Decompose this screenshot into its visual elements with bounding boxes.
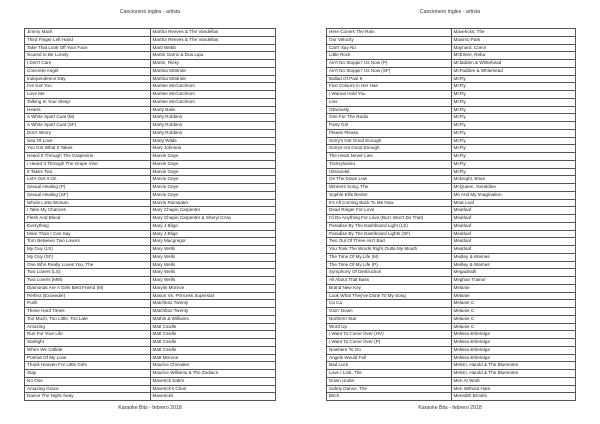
table-row xyxy=(327,29,576,37)
page-header: Cancionero ingles - artista xyxy=(419,9,481,15)
song-title-cell: I Want To Come Over (P) xyxy=(327,339,452,347)
artist-cell: Meatloaf xyxy=(451,222,576,230)
table-row xyxy=(327,36,576,44)
song-title-cell: Jimmy Mack xyxy=(25,29,151,37)
artist-cell: Mary J Blige xyxy=(150,222,276,230)
song-title-cell: Sophie Ellis Bexter xyxy=(327,191,452,199)
song-title-cell: Here Comes The Rain xyxy=(327,29,452,37)
song-title-cell: I Take My Chances xyxy=(25,207,151,215)
table-row xyxy=(327,137,576,145)
table-row xyxy=(25,385,276,393)
song-title-cell: Winners Song, The xyxy=(327,184,452,192)
artist-cell: Melanie xyxy=(451,284,576,292)
artist-cell: Mary Wells xyxy=(150,253,276,261)
artist-cell: Martine McCutcheon xyxy=(150,98,276,106)
artist-cell: Marvin Gaye xyxy=(150,153,276,161)
song-title-cell: Concrete Angel xyxy=(25,67,151,75)
artist-cell: Maverick Sabre xyxy=(150,377,276,385)
song-title-cell: I've Got You xyxy=(25,83,151,91)
song-title-cell: Perfect (Exceeder) xyxy=(25,292,151,300)
song-title-cell: Paradise By The Dashboard Light (LS) xyxy=(327,222,452,230)
song-title-cell: It Takes Two xyxy=(25,168,151,176)
song-title-cell: One Who Really Loves You, The xyxy=(25,261,151,269)
song-title-cell: Run For Your Life xyxy=(25,331,151,339)
table-row xyxy=(25,168,276,176)
table-row xyxy=(25,44,276,52)
artist-cell: Maurice Chevalier xyxy=(150,362,276,370)
song-title-cell: The Time Of My Life (M) xyxy=(327,253,452,261)
table-row xyxy=(25,176,276,184)
table-row xyxy=(25,52,276,60)
table-row xyxy=(25,67,276,75)
song-title-cell: Angels Would Fall xyxy=(327,354,452,362)
song-title-cell: Sexual Healing (P) xyxy=(25,184,151,192)
artist-cell: McFly xyxy=(451,106,576,114)
table-row xyxy=(25,323,276,331)
artist-cell: Marvin Gaye xyxy=(150,184,276,192)
artist-cell: Matchbox Twenty xyxy=(150,300,276,308)
song-title-cell: Talking In Your Sleep xyxy=(25,98,151,106)
song-title-cell: Third Finger Left Hand xyxy=(25,36,151,44)
table-row xyxy=(25,36,276,44)
table-row xyxy=(25,199,276,207)
artist-cell: McFly xyxy=(451,129,576,137)
artist-cell: Men Without Hats xyxy=(451,385,576,393)
song-title-cell: Sorry's Not Good Enough xyxy=(327,137,452,145)
song-title-cell: A White Sport Coat (M) xyxy=(25,114,151,122)
song-title-cell: Symphony Of Destruction xyxy=(327,269,452,277)
table-row xyxy=(327,323,576,331)
artist-cell: Martin, Ricky xyxy=(150,60,276,68)
song-title-cell: Paradise By The Dashboard Lights (SF) xyxy=(327,230,452,238)
song-title-cell: Look What They've Done To My Song xyxy=(327,292,452,300)
artist-cell: Martina McBride xyxy=(150,75,276,83)
artist-cell: Martina McBride xyxy=(150,67,276,75)
song-title-cell: Two Lovers (LS) xyxy=(25,269,151,277)
table-row xyxy=(25,129,276,137)
artist-cell: Marty Robbins xyxy=(150,114,276,122)
artist-cell: Mary J Blige xyxy=(150,230,276,238)
table-row xyxy=(327,315,576,323)
table-row xyxy=(327,60,576,68)
artist-cell: Mavericks, The xyxy=(451,29,576,37)
table-row xyxy=(25,346,276,354)
song-title-cell: My Guy (SF) xyxy=(25,253,151,261)
song-title-cell: Starlight xyxy=(25,339,151,347)
table-row xyxy=(327,67,576,75)
artist-cell: McFly xyxy=(451,91,576,99)
table-row xyxy=(327,106,576,114)
artist-cell: Matt Monroe xyxy=(150,354,276,362)
table-row xyxy=(25,145,276,153)
table-row xyxy=(25,222,276,230)
artist-cell: McFly xyxy=(451,153,576,161)
table-row xyxy=(327,145,576,153)
artist-cell: Maurice Williams & The Zodiacs xyxy=(150,370,276,378)
table-row xyxy=(25,238,276,246)
song-title-cell: I Wanna Hold You xyxy=(327,91,452,99)
table-row xyxy=(327,246,576,254)
song-title-cell: Little Rock xyxy=(327,52,452,60)
table-row xyxy=(327,191,576,199)
artist-cell: McFly xyxy=(451,98,576,106)
table-row xyxy=(25,137,276,145)
song-title-cell: Our Velocity xyxy=(327,36,452,44)
page-footer: Karaoke Bits - febrero 2018 xyxy=(118,405,182,411)
song-title-cell: Let's Get It On xyxy=(25,176,151,184)
table-row xyxy=(327,52,576,60)
artist-cell: Marti Webb xyxy=(150,44,276,52)
song-title-cell: Safety Dance, The xyxy=(327,385,452,393)
artist-cell: Mary Macgregor xyxy=(150,238,276,246)
table-row xyxy=(25,91,276,99)
table-row xyxy=(327,176,576,184)
artist-cell: Mathis & Williams xyxy=(150,315,276,323)
table-row xyxy=(327,377,576,385)
song-title-cell: All About That Bass xyxy=(327,277,452,285)
song-title-cell: Dance The Night Away xyxy=(25,393,151,401)
table-row xyxy=(25,160,276,168)
table-row xyxy=(327,83,576,91)
artist-cell: Mason Vs. Princess Superstar xyxy=(150,292,276,300)
table-row xyxy=(327,129,576,137)
artist-cell: Marty Robbins xyxy=(150,122,276,130)
artist-cell: Melanie C xyxy=(451,323,576,331)
artist-cell: Mary Wells xyxy=(150,261,276,269)
song-title-cell: Can't Say No xyxy=(327,44,452,52)
song-title-cell: Portrait Of My Love xyxy=(25,354,151,362)
artist-cell: McEntire, Reba xyxy=(451,52,576,60)
artist-cell: Medley & Warnes xyxy=(451,261,576,269)
artist-cell: Marvin Gaye xyxy=(150,160,276,168)
song-title-cell: Stay xyxy=(25,370,151,378)
artist-cell: Maynard, Conor xyxy=(451,44,576,52)
artist-cell: Mary Chapin Carpenter & Sheryl Crow xyxy=(150,215,276,223)
table-row xyxy=(327,75,576,83)
table-row xyxy=(327,184,576,192)
song-title-cell: Ballad Of Paul K xyxy=(327,75,452,83)
song-title-cell: Ain't No Stoppin' Us Now (P) xyxy=(327,60,452,68)
song-title-cell: Torn Between Two Lovers xyxy=(25,238,151,246)
table-row xyxy=(25,246,276,254)
table-row xyxy=(327,331,576,339)
artist-cell: Mcfadden & Whitehead xyxy=(451,60,576,68)
table-row xyxy=(327,230,576,238)
artist-cell: Meatloaf xyxy=(451,215,576,223)
table-row xyxy=(25,60,276,68)
artist-cell: McFly xyxy=(451,145,576,153)
table-row xyxy=(25,153,276,161)
song-title-cell: Five Colours in Her Hair xyxy=(327,83,452,91)
artist-cell: Melvin, Harold & The Bluenotes xyxy=(451,370,576,378)
table-row xyxy=(327,277,576,285)
artist-cell: Marvin Rainwater xyxy=(150,199,276,207)
artist-cell: Mary Wells xyxy=(150,277,276,285)
artist-cell: Melanie xyxy=(451,292,576,300)
table-row xyxy=(25,308,276,316)
table-row xyxy=(327,168,576,176)
table-row xyxy=(327,284,576,292)
song-title-cell: Scared to Be Lonely xyxy=(25,52,151,60)
artist-cell: Matt Cardle xyxy=(150,339,276,347)
artist-cell: Marvin Gaye xyxy=(150,191,276,199)
table-row xyxy=(327,199,576,207)
artist-cell: McFly xyxy=(451,137,576,145)
table-row xyxy=(25,83,276,91)
artist-cell: Men At Work xyxy=(451,377,576,385)
artist-cell: McFly xyxy=(451,168,576,176)
artist-cell: Megadeath xyxy=(451,269,576,277)
table-row xyxy=(25,114,276,122)
artist-cell: Marty Robbins xyxy=(150,129,276,137)
song-title-cell: Please Please xyxy=(327,129,452,137)
table-row xyxy=(25,377,276,385)
artist-cell: Mary Wells xyxy=(150,269,276,277)
table-row xyxy=(25,106,276,114)
artist-cell: Mary Chapin Carpenter xyxy=(150,207,276,215)
song-title-cell: You Took The Words Right Outta My Mouth xyxy=(327,246,452,254)
table-row xyxy=(25,331,276,339)
song-title-cell: When We Collide xyxy=(25,346,151,354)
song-title-cell: Two Lovers (MM) xyxy=(25,277,151,285)
table-row xyxy=(327,222,576,230)
song-title-cell: Lies xyxy=(327,98,452,106)
song-title-cell: One For The Radio xyxy=(327,114,452,122)
song-title-cell: It's All Coming Back To Me Now xyxy=(327,199,452,207)
song-title-cell: Hearts xyxy=(25,106,151,114)
artist-cell: Marvin Gaye xyxy=(150,176,276,184)
song-title-cell: Word Up xyxy=(327,323,452,331)
artist-cell: Martha Reeves & The Vandellas xyxy=(150,36,276,44)
song-title-cell: Too Much, Too Little, Too Late xyxy=(25,315,151,323)
table-row xyxy=(25,253,276,261)
table-row xyxy=(25,122,276,130)
artist-cell: Melanie C xyxy=(451,315,576,323)
table-row xyxy=(25,300,276,308)
song-title-cell: Ca Ca xyxy=(327,300,452,308)
song-title-cell: Amazing xyxy=(25,323,151,331)
table-row xyxy=(327,122,576,130)
artist-cell: Melissa Etheridge xyxy=(451,354,576,362)
table-row xyxy=(25,269,276,277)
song-title-cell: I Don't Care xyxy=(25,60,151,68)
song-title-cell: Obviously xyxy=(327,106,452,114)
artist-cell: Melissa Etheridge xyxy=(451,331,576,339)
song-title-cell: I Want To Come Over (HV) xyxy=(327,331,452,339)
song-title-cell: A White Sport Coat (SF) xyxy=(25,122,151,130)
song-table xyxy=(326,28,576,401)
song-title-cell: Amazing Grace xyxy=(25,385,151,393)
song-title-cell: The Time Of My Life (P) xyxy=(327,261,452,269)
song-title-cell: Brand New Key xyxy=(327,284,452,292)
table-row xyxy=(25,277,276,285)
table-row xyxy=(25,191,276,199)
table-row xyxy=(327,253,576,261)
artist-cell: Matt Cardle xyxy=(150,346,276,354)
song-title-cell: Flesh And Blood xyxy=(25,215,151,223)
right-page xyxy=(300,0,600,424)
artist-cell: McFly xyxy=(451,160,576,168)
song-title-cell: The Heart Never Lies xyxy=(327,153,452,161)
song-title-cell: You Got What It Takes xyxy=(25,145,151,153)
song-title-cell: On The Down Low xyxy=(327,176,452,184)
song-title-cell: Don't Worry xyxy=(25,129,151,137)
artist-cell: Maverick's Choir xyxy=(150,385,276,393)
table-row xyxy=(25,292,276,300)
table-row xyxy=(327,393,576,401)
song-title-cell: Ultraviolet xyxy=(327,168,452,176)
table-row xyxy=(327,114,576,122)
table-row xyxy=(327,98,576,106)
artist-cell: Marty Balin xyxy=(150,106,276,114)
table-row xyxy=(25,184,276,192)
table-row xyxy=(327,300,576,308)
table-row xyxy=(25,362,276,370)
table-row xyxy=(327,44,576,52)
song-title-cell: Whole Lotta Woman xyxy=(25,199,151,207)
artist-cell: Maximo Park xyxy=(451,36,576,44)
artist-cell: Martin Garrix & Dua Lipa xyxy=(150,52,276,60)
table-row xyxy=(327,238,576,246)
table-row xyxy=(25,354,276,362)
table-row xyxy=(25,29,276,37)
table-row xyxy=(25,393,276,401)
song-title-cell: Independence Day xyxy=(25,75,151,83)
artist-cell: Meatloaf xyxy=(451,207,576,215)
table-row xyxy=(25,261,276,269)
artist-cell: Melissa Etheridge xyxy=(451,339,576,347)
song-title-cell: Party Girl xyxy=(327,122,452,130)
song-title-cell: Dead Ringer For Love xyxy=(327,207,452,215)
artist-cell: Mavericks xyxy=(150,393,276,401)
song-title-cell: Two Out Of Three Ain't Bad xyxy=(327,238,452,246)
table-row xyxy=(327,339,576,347)
song-title-cell: Push xyxy=(25,300,151,308)
artist-cell: Meredith Brooks xyxy=(451,393,576,401)
song-title-cell: Transylvania xyxy=(327,160,452,168)
table-row xyxy=(327,362,576,370)
table-row xyxy=(327,346,576,354)
song-title-cell: More Than I Can Say xyxy=(25,230,151,238)
page-header: Cancionero ingles - artista xyxy=(119,9,181,15)
song-title-cell: Take That Look Off Your Face xyxy=(25,44,151,52)
artist-cell: McQueen, Geraldine xyxy=(451,184,576,192)
artist-cell: Matt Cardle xyxy=(150,323,276,331)
song-title-cell: Ain't No Stoppin' Us Now (SF) xyxy=(327,67,452,75)
table-row xyxy=(327,308,576,316)
song-title-cell: No One xyxy=(25,377,151,385)
artist-cell: Meatloaf xyxy=(451,246,576,254)
song-title-cell: These Hard Times xyxy=(25,308,151,316)
table-row xyxy=(327,269,576,277)
table-row xyxy=(25,215,276,223)
artist-cell: Meatloaf xyxy=(451,230,576,238)
artist-cell: Medley & Warnes xyxy=(451,253,576,261)
artist-cell: Meat Loaf xyxy=(451,199,576,207)
song-title-cell: I'd Do Anything For Love (But I Won't Do That) xyxy=(327,215,452,223)
table-row xyxy=(327,207,576,215)
song-title-cell: Everything xyxy=(25,222,151,230)
table-row xyxy=(327,160,576,168)
artist-cell: McFly xyxy=(451,114,576,122)
table-row xyxy=(327,91,576,99)
artist-cell: Martine McCutcheon xyxy=(150,83,276,91)
artist-cell: Marv Johnson xyxy=(150,145,276,153)
song-title-cell: Northern Star xyxy=(327,315,452,323)
song-title-cell: Sea Of Love xyxy=(25,137,151,145)
artist-cell: McFly xyxy=(451,75,576,83)
song-title-cell: Diamonds Are A Girls Best Friend (M) xyxy=(25,284,151,292)
table-row xyxy=(327,385,576,393)
table-row xyxy=(25,315,276,323)
artist-cell: Martha Reeves & The Vandellas xyxy=(150,29,276,37)
song-title-cell: Sorrys not Good Enough xyxy=(327,145,452,153)
song-title-cell: Heard It Through The Grapevine xyxy=(25,153,151,161)
song-title-cell: My Guy (LS) xyxy=(25,246,151,254)
table-row xyxy=(327,215,576,223)
artist-cell: Matchbox Twenty xyxy=(150,308,276,316)
artist-cell: Melissa Etheridge xyxy=(451,346,576,354)
song-title-cell: I Heard It Through The Grape Vine xyxy=(25,160,151,168)
table-row xyxy=(327,261,576,269)
table-row xyxy=(25,230,276,238)
table-row xyxy=(25,284,276,292)
table-row xyxy=(25,370,276,378)
song-title-cell: Down Under xyxy=(327,377,452,385)
song-title-cell: Sexual Healing (SF) xyxy=(25,191,151,199)
song-title-cell: Bad Luck xyxy=(327,362,452,370)
table-row xyxy=(25,339,276,347)
artist-cell: Meatloaf xyxy=(451,238,576,246)
song-title-cell: Thank Heaven For Little Girls xyxy=(25,362,151,370)
song-title-cell: Love Me xyxy=(25,91,151,99)
table-row xyxy=(327,292,576,300)
artist-cell: McFadden & Whitehead xyxy=(451,67,576,75)
song-title-cell: Goin' Down xyxy=(327,308,452,316)
table-row xyxy=(25,75,276,83)
artist-cell: McFly xyxy=(451,83,576,91)
table-row xyxy=(327,153,576,161)
song-table xyxy=(24,28,276,401)
artist-cell: Marylin Monroe xyxy=(150,284,276,292)
artist-cell: Marty Wilde xyxy=(150,137,276,145)
artist-cell: Mary Wells xyxy=(150,246,276,254)
artist-cell: Melanie C xyxy=(451,308,576,316)
artist-cell: Melanie C xyxy=(451,300,576,308)
artist-cell: Mcknight, Brian xyxy=(451,176,576,184)
song-title-cell: Nowhere To Go xyxy=(327,346,452,354)
artist-cell: Marvin Gaye xyxy=(150,168,276,176)
table-row xyxy=(327,370,576,378)
artist-cell: Me And My Imagination xyxy=(451,191,576,199)
song-title-cell: Bitch xyxy=(327,393,452,401)
table-row xyxy=(25,98,276,106)
table-row xyxy=(327,354,576,362)
song-title-cell: Love I Lost, The xyxy=(327,370,452,378)
table-row xyxy=(25,207,276,215)
artist-cell: Matt Cardle xyxy=(150,331,276,339)
artist-cell: Melvin, Harold & The Bluenotes xyxy=(451,362,576,370)
artist-cell: Martine McCutcheon xyxy=(150,91,276,99)
artist-cell: McFly xyxy=(451,122,576,130)
page-footer: Karaoke Bits - febrero 2018 xyxy=(418,405,482,411)
artist-cell: Meghan Trainor xyxy=(451,277,576,285)
